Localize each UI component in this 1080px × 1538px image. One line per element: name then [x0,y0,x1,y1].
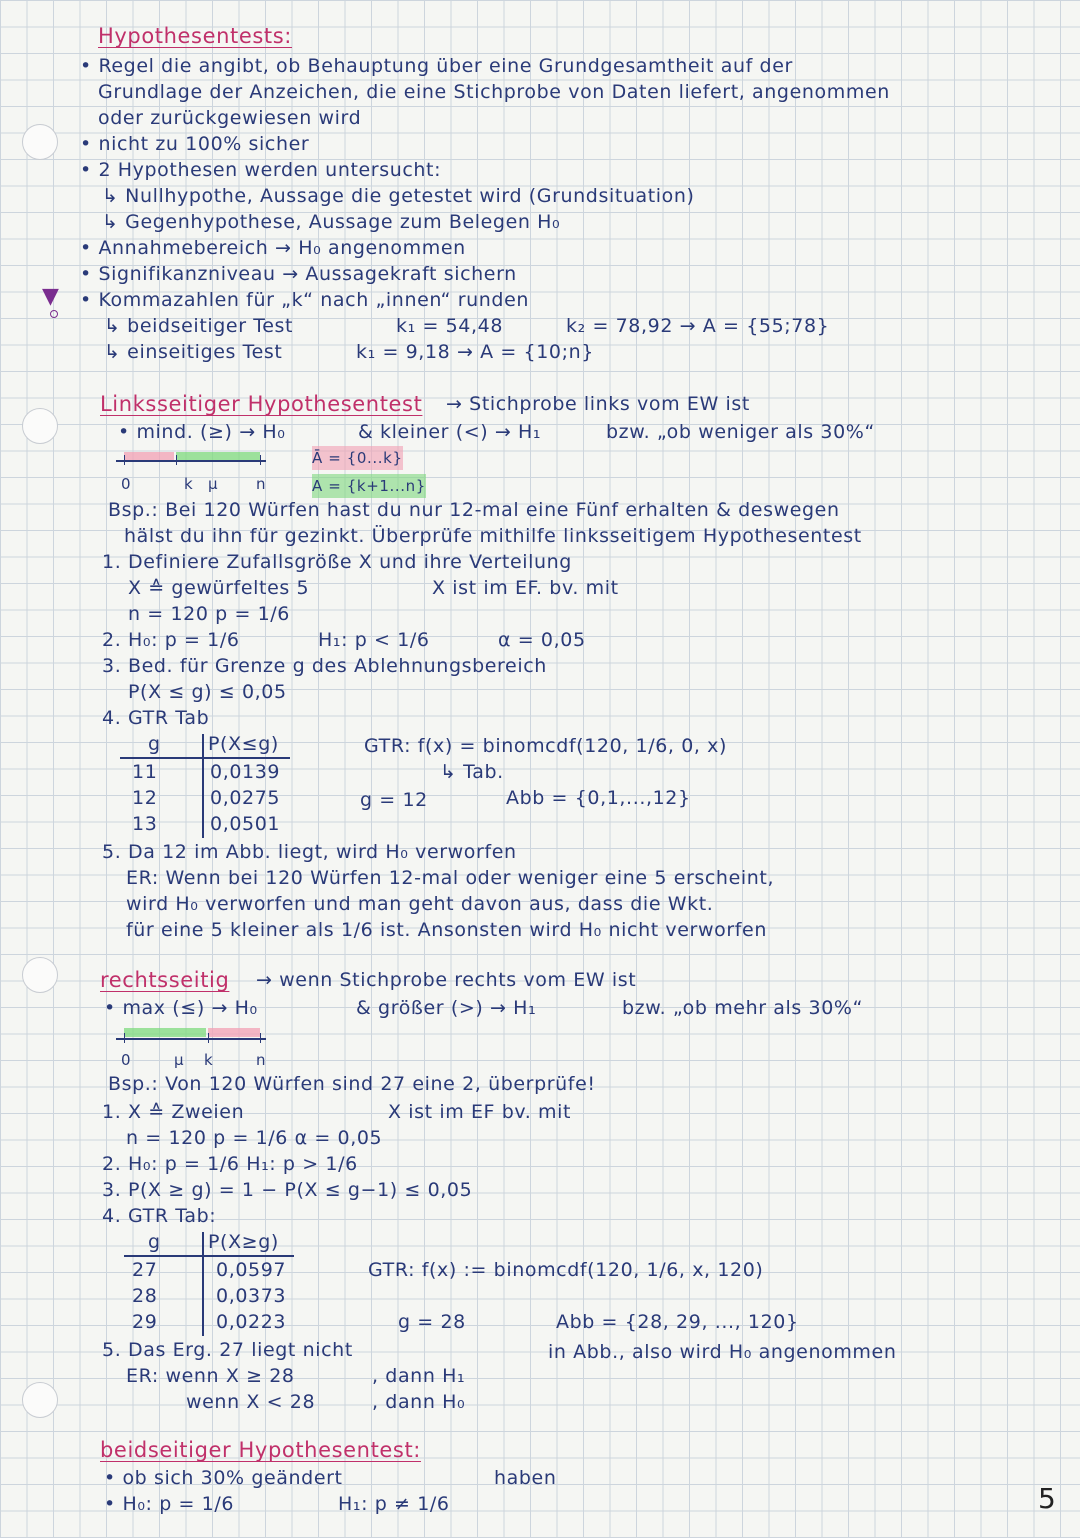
set-acceptance: A = {k+1...n} [312,474,426,498]
acceptance-region-bar [124,1028,206,1037]
text-line: P(X ≤ g) ≤ 0,05 [128,681,287,703]
table-cell: 11 [132,761,158,783]
text-line: 2. H₀: p = 1/6 H₁: p > 1/6 [102,1153,358,1175]
text-line: & kleiner (<) → H₁ [358,421,542,443]
text-line: ↳ Tab. [440,761,504,783]
table-cell: 27 [132,1259,158,1281]
text-line: ER: Wenn bei 120 Würfen 12-mal oder weniger eine 5 erscheint, [126,867,775,889]
text-line: ↳ beidseitiger Test [104,315,294,337]
text-line: • ob sich 30% geändert [104,1467,343,1489]
table-header: P(X≤g) [208,733,279,755]
set-rejection: Ā = {0...k} [312,446,403,470]
text-line: für eine 5 kleiner als 1/6 ist. Ansonsten wird H₀ nicht verworfen [126,919,767,941]
text-line: ER: wenn X ≥ 28 [126,1365,295,1387]
punch-hole [22,408,58,444]
text-line: GTR: f(x) := binomcdf(120, 1/6, x, 120) [368,1259,764,1281]
table-rule [202,1232,204,1336]
table-cell: 28 [132,1285,158,1307]
dot-marker-icon [50,310,58,318]
text-line: in Abb., also wird H₀ angenommen [548,1341,897,1363]
text-line: Abb = {0,1,...,12} [506,787,691,809]
text-line: 4. GTR Tab: [102,1205,217,1227]
axis-tick [124,455,125,465]
heading-hypothesentests: Hypothesentests: [98,24,292,48]
table-cell: 13 [132,813,158,835]
page-number: 5 [1038,1482,1056,1515]
text-line: haben [494,1467,557,1489]
axis-label: μ [208,475,219,493]
axis-label: 0 [121,475,132,493]
axis-tick [260,1033,261,1043]
table-header: g [148,733,161,755]
text-line: bzw. „ob weniger als 30%“ [606,421,875,443]
axis-label: 0 [121,1051,132,1069]
heading-linksseitig: Linksseitiger Hypothesentest [100,392,423,416]
table-cell: 0,0597 [216,1259,287,1281]
text-line: n = 120 p = 1/6 α = 0,05 [126,1127,383,1149]
text-line: ↳ einseitiges Test [104,341,283,363]
table-header: P(X≥g) [208,1231,279,1253]
axis-tick [260,455,261,465]
text-line: Bsp.: Bei 120 Würfen hast du nur 12-mal eine Fünf erhalten & deswegen [108,499,840,521]
text-line: Grundlage der Anzeichen, die eine Stichprobe von Daten liefert, angenommen [98,81,890,103]
text-line: hälst du ihn für gezinkt. Überprüfe mithilfe linksseitigem Hypothesentest [124,525,862,547]
text-line: X ist im EF. bv. mit [432,577,619,599]
text-line: 5. Das Erg. 27 liegt nicht [102,1339,353,1361]
axis-label: n [256,1051,267,1069]
text-line: GTR: f(x) = binomcdf(120, 1/6, 0, x) [364,735,728,757]
text-line: α = 0,05 [498,629,586,651]
text-line: bzw. „ob mehr als 30%“ [622,997,864,1019]
axis-label: k [204,1051,214,1069]
heart-marker-icon: ▼ [42,284,59,309]
text-line: 1. X ≙ Zweien [102,1101,245,1123]
table-cell: 0,0275 [210,787,281,809]
text-line: • Regel die angibt, ob Behauptung über eine Grundgesamtheit auf der [80,55,793,77]
table-cell: 0,0373 [216,1285,287,1307]
text-line: 5. Da 12 im Abb. liegt, wird H₀ verworfen [102,841,517,863]
text-line: & größer (>) → H₁ [356,997,537,1019]
text-line: • H₀: p = 1/6 [104,1493,235,1515]
table-header: g [148,1231,161,1253]
text-line: H₁: p < 1/6 [318,629,430,651]
text-line: 4. GTR Tab [102,707,210,729]
text-line: 3. P(X ≥ g) = 1 − P(X ≤ g−1) ≤ 0,05 [102,1179,473,1201]
text-line: 1. Definiere Zufallsgröße X und ihre Verteilung [102,551,572,573]
table-rule [202,734,204,838]
heading-beidseitig: beidseitiger Hypothesentest: [100,1438,421,1462]
heading-rechtsseitig: rechtsseitig [100,968,230,992]
text-line: H₁: p ≠ 1/6 [338,1493,450,1515]
axis-label: n [256,475,267,493]
text-line: → Stichprobe links vom EW ist [446,393,750,415]
text-line: Bsp.: Von 120 Würfen sind 27 eine 2, überprüfe! [108,1073,596,1095]
text-line: • Annahmebereich → H₀ angenommen [80,237,466,259]
text-line: k₁ = 9,18 → A = {10;n} [356,341,594,363]
text-line: ↳ Gegenhypothese, Aussage zum Belegen H₀ [102,211,561,233]
axis-label: k [184,475,194,493]
text-line: 3. Bed. für Grenze g des Ablehnungsbereich [102,655,547,677]
axis-label: μ [174,1051,185,1069]
text-line: , dann H₀ [372,1391,466,1413]
table-cell: 0,0139 [210,761,281,783]
text-line: wenn X < 28 [186,1391,316,1413]
text-line: • 2 Hypothesen werden untersucht: [80,159,442,181]
text-line: Abb = {28, 29, ..., 120} [556,1311,799,1333]
punch-hole [22,1382,58,1418]
text-line: , dann H₁ [372,1365,466,1387]
punch-hole [22,957,58,993]
text-line: • max (≤) → H₀ [104,997,258,1019]
axis-tick [124,1033,125,1043]
table-rule [120,757,290,759]
text-line: → wenn Stichprobe rechts vom EW ist [256,969,637,991]
text-line: • nicht zu 100% sicher [80,133,310,155]
text-line: ↳ Nullhypothe, Aussage die getestet wird (Grundsituation) [102,185,695,207]
text-line: g = 28 [398,1311,466,1333]
rejection-region-bar [208,1028,260,1037]
table-rule [124,1255,294,1257]
number-line [116,1038,266,1040]
table-cell: 29 [132,1311,158,1333]
table-cell: 0,0223 [216,1311,287,1333]
text-line: n = 120 p = 1/6 [128,603,290,625]
text-line: X ist im EF bv. mit [388,1101,572,1123]
text-line: • mind. (≥) → H₀ [118,421,286,443]
text-line: k₂ = 78,92 → A = {55;78} [566,315,830,337]
punch-hole [22,124,58,160]
axis-tick [208,1033,209,1043]
text-line: • Kommazahlen für „k“ nach „innen“ runden [80,289,530,311]
table-cell: 12 [132,787,158,809]
axis-tick [176,455,177,465]
text-line: g = 12 [360,789,428,811]
text-line: 2. H₀: p = 1/6 [102,629,240,651]
text-line: X ≙ gewürfeltes 5 [128,577,310,599]
number-line [116,460,266,462]
text-line: k₁ = 54,48 [396,315,504,337]
text-line: • Signifikanzniveau → Aussagekraft sichern [80,263,517,285]
text-line: wird H₀ verworfen und man geht davon aus, dass die Wkt. [126,893,714,915]
table-cell: 0,0501 [210,813,281,835]
text-line: oder zurückgewiesen wird [98,107,362,129]
